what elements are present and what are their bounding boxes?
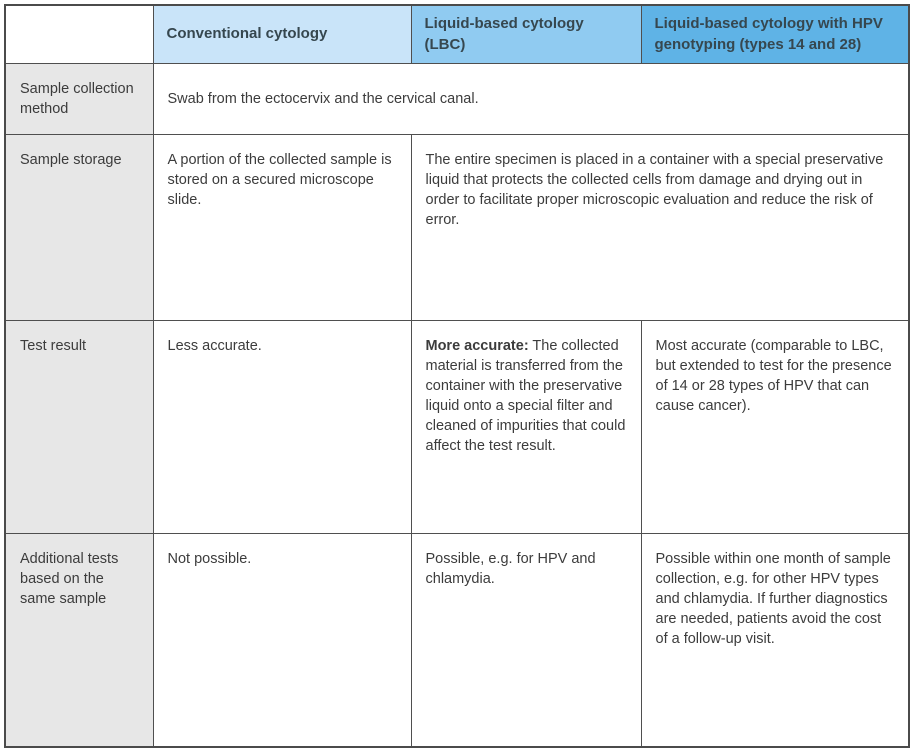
header-row xyxy=(5,5,909,64)
row-additional-tests xyxy=(5,534,909,747)
test-result-lbc-rest: The collected material is transferred from the container with the preservative liquid onto a special filter and cleaned of impurities that could affect the test result. xyxy=(425,338,626,455)
row-label-additional-tests: Additional tests based on the same sample xyxy=(5,534,153,747)
cell-test-result-lbc xyxy=(411,321,641,534)
row-label-sample-storage: Sample storage xyxy=(5,135,153,321)
row-sample-collection xyxy=(5,64,909,135)
cell-storage-conventional: A portion of the collected sample is stored on a secured microscope slide. xyxy=(153,135,411,321)
cell-collection-all-columns: Swab from the ectocervix and the cervical canal. xyxy=(153,64,909,135)
header-conventional-cytology: Conventional cytology xyxy=(153,5,411,64)
cell-additional-conventional: Not possible. xyxy=(153,534,411,747)
row-test-result xyxy=(5,321,909,534)
cell-test-result-conventional: Less accurate. xyxy=(153,321,411,534)
header-lbc-hpv-genotyping: Liquid-based cytology with HPV genotyping (types 14 and 28) xyxy=(641,5,909,64)
row-label-test-result: Test result xyxy=(5,321,153,534)
cell-test-result-hpv: Most accurate (comparable to LBC, but extended to test for the presence of 14 or 28 types of HPV that can cause cancer). xyxy=(641,321,909,534)
test-result-lbc-lead: More accurate: xyxy=(425,338,529,355)
header-liquid-based-cytology: Liquid-based cytology (LBC) xyxy=(411,5,641,64)
cell-additional-lbc: Possible, e.g. for HPV and chlamydia. xyxy=(411,534,641,747)
row-label-sample-collection: Sample collection method xyxy=(5,64,153,135)
cell-storage-lbc-and-hpv: The entire specimen is placed in a container with a special preservative liquid that protects the collected cells from damage and drying out in order to facilitate proper microscopic evaluation and reduce the risk of error. xyxy=(411,135,909,321)
row-sample-storage xyxy=(5,135,909,321)
corner-cell xyxy=(5,5,153,64)
comparison-table xyxy=(4,4,910,748)
cell-additional-hpv: Possible within one month of sample collection, e.g. for other HPV types and chlamydia. If further diagnostics are needed, patients avoid the cost of a follow-up visit. xyxy=(641,534,909,747)
